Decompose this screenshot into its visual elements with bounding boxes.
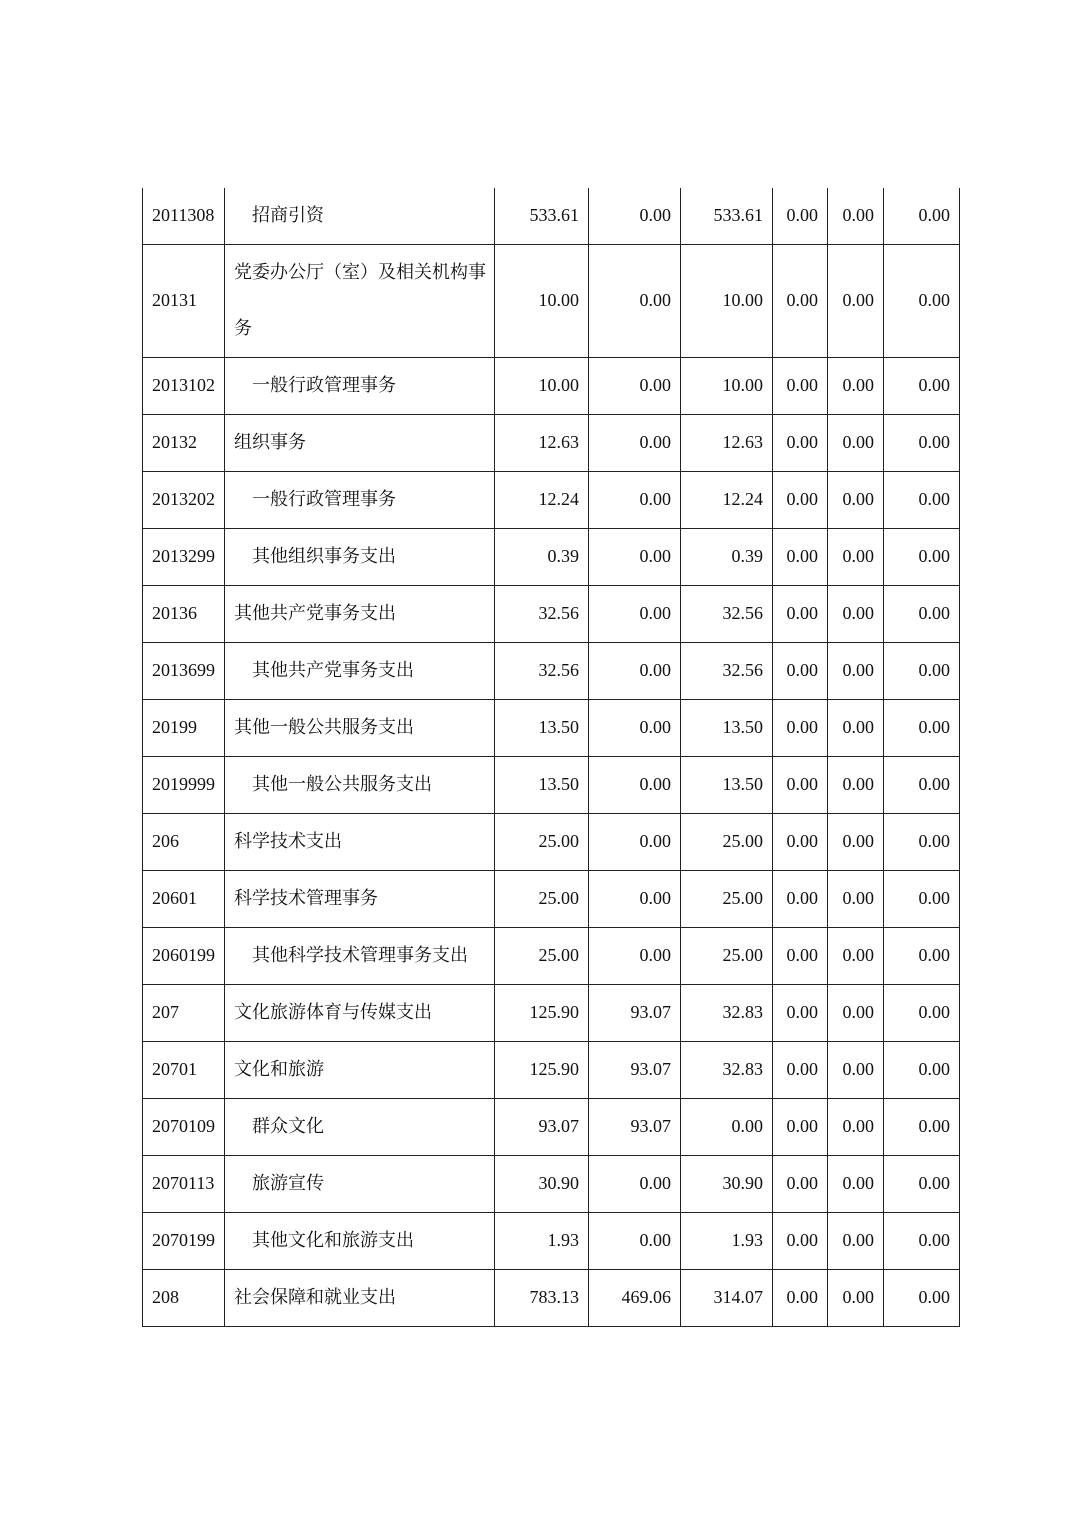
amount-cell: 93.07	[589, 985, 681, 1042]
amount-cell: 0.00	[828, 245, 884, 358]
subject-name: 其他文化和旅游支出	[225, 1213, 495, 1270]
amount-cell: 0.00	[884, 814, 960, 871]
subject-code: 2019999	[143, 757, 225, 814]
subject-name: 招商引资	[225, 188, 495, 245]
amount-cell: 1.93	[681, 1213, 773, 1270]
amount-cell: 125.90	[495, 1042, 589, 1099]
table-row	[143, 1042, 960, 1099]
amount-cell: 32.56	[495, 586, 589, 643]
amount-cell: 0.00	[773, 643, 828, 700]
amount-cell: 0.00	[828, 188, 884, 245]
amount-cell: 0.00	[773, 188, 828, 245]
subject-name: 文化旅游体育与传媒支出	[225, 985, 495, 1042]
subject-code: 2070199	[143, 1213, 225, 1270]
table-row	[143, 245, 960, 358]
amount-cell: 0.00	[773, 245, 828, 358]
amount-cell: 93.07	[495, 1099, 589, 1156]
subject-name: 其他科学技术管理事务支出	[225, 928, 495, 985]
amount-cell: 0.00	[589, 586, 681, 643]
amount-cell: 0.00	[828, 985, 884, 1042]
amount-cell: 0.00	[884, 757, 960, 814]
amount-cell: 13.50	[495, 700, 589, 757]
subject-name: 其他共产党事务支出	[225, 586, 495, 643]
amount-cell: 0.00	[773, 472, 828, 529]
table-row	[143, 643, 960, 700]
amount-cell: 12.63	[495, 415, 589, 472]
amount-cell: 0.00	[884, 871, 960, 928]
table-row	[143, 188, 960, 245]
subject-name: 党委办公厅（室）及相关机构事务	[225, 245, 495, 358]
subject-code: 2013699	[143, 643, 225, 700]
subject-name: 旅游宣传	[225, 1156, 495, 1213]
amount-cell: 12.24	[495, 472, 589, 529]
amount-cell: 314.07	[681, 1270, 773, 1327]
subject-name: 其他共产党事务支出	[225, 643, 495, 700]
amount-cell: 32.83	[681, 985, 773, 1042]
amount-cell: 0.00	[884, 985, 960, 1042]
amount-cell: 0.00	[828, 472, 884, 529]
amount-cell: 25.00	[495, 814, 589, 871]
amount-cell: 0.00	[681, 1099, 773, 1156]
amount-cell: 0.00	[884, 1042, 960, 1099]
table-row	[143, 1099, 960, 1156]
amount-cell: 10.00	[681, 358, 773, 415]
amount-cell: 25.00	[495, 928, 589, 985]
amount-cell: 0.00	[589, 358, 681, 415]
amount-cell: 0.00	[884, 586, 960, 643]
subject-code: 20136	[143, 586, 225, 643]
amount-cell: 0.00	[828, 415, 884, 472]
amount-cell: 0.00	[884, 700, 960, 757]
amount-cell: 0.00	[828, 757, 884, 814]
amount-cell: 13.50	[495, 757, 589, 814]
amount-cell: 0.00	[884, 188, 960, 245]
amount-cell: 0.00	[828, 1156, 884, 1213]
amount-cell: 0.00	[773, 814, 828, 871]
subject-code: 20132	[143, 415, 225, 472]
subject-code: 2013299	[143, 529, 225, 586]
amount-cell: 0.00	[828, 643, 884, 700]
amount-cell: 0.00	[773, 415, 828, 472]
amount-cell: 13.50	[681, 757, 773, 814]
subject-code: 2013202	[143, 472, 225, 529]
subject-code: 207	[143, 985, 225, 1042]
table-row	[143, 1213, 960, 1270]
amount-cell: 0.00	[773, 928, 828, 985]
amount-cell: 25.00	[681, 928, 773, 985]
amount-cell: 0.00	[884, 358, 960, 415]
amount-cell: 13.50	[681, 700, 773, 757]
amount-cell: 32.56	[681, 586, 773, 643]
amount-cell: 0.00	[884, 1213, 960, 1270]
amount-cell: 533.61	[495, 188, 589, 245]
amount-cell: 0.00	[589, 757, 681, 814]
subject-name: 其他一般公共服务支出	[225, 757, 495, 814]
subject-code: 20131	[143, 245, 225, 358]
amount-cell: 0.00	[773, 358, 828, 415]
amount-cell: 0.00	[773, 871, 828, 928]
amount-cell: 0.00	[589, 643, 681, 700]
subject-name: 社会保障和就业支出	[225, 1270, 495, 1327]
table-row	[143, 472, 960, 529]
subject-code: 2070109	[143, 1099, 225, 1156]
amount-cell: 0.00	[773, 1270, 828, 1327]
table-row	[143, 871, 960, 928]
amount-cell: 10.00	[681, 245, 773, 358]
amount-cell: 0.00	[828, 871, 884, 928]
table-row	[143, 1270, 960, 1327]
amount-cell: 0.00	[589, 928, 681, 985]
amount-cell: 0.00	[589, 529, 681, 586]
table-row	[143, 415, 960, 472]
subject-code: 20701	[143, 1042, 225, 1099]
subject-name: 组织事务	[225, 415, 495, 472]
amount-cell: 0.00	[773, 1213, 828, 1270]
amount-cell: 32.56	[681, 643, 773, 700]
amount-cell: 25.00	[681, 814, 773, 871]
table-row	[143, 1156, 960, 1213]
amount-cell: 30.90	[681, 1156, 773, 1213]
amount-cell: 0.00	[773, 1099, 828, 1156]
amount-cell: 0.00	[884, 245, 960, 358]
subject-name: 文化和旅游	[225, 1042, 495, 1099]
amount-cell: 0.00	[589, 245, 681, 358]
amount-cell: 0.00	[828, 814, 884, 871]
amount-cell: 0.00	[773, 529, 828, 586]
amount-cell: 1.93	[495, 1213, 589, 1270]
amount-cell: 0.00	[828, 928, 884, 985]
table-row	[143, 700, 960, 757]
subject-name: 科学技术支出	[225, 814, 495, 871]
amount-cell: 0.00	[884, 1099, 960, 1156]
subject-code: 20601	[143, 871, 225, 928]
amount-cell: 0.00	[828, 1213, 884, 1270]
table-row	[143, 757, 960, 814]
subject-name: 其他一般公共服务支出	[225, 700, 495, 757]
amount-cell: 0.00	[884, 928, 960, 985]
amount-cell: 0.00	[773, 1042, 828, 1099]
amount-cell: 0.00	[828, 586, 884, 643]
amount-cell: 0.39	[681, 529, 773, 586]
amount-cell: 0.00	[589, 871, 681, 928]
amount-cell: 469.06	[589, 1270, 681, 1327]
amount-cell: 0.00	[884, 415, 960, 472]
amount-cell: 0.00	[589, 1156, 681, 1213]
amount-cell: 0.00	[589, 188, 681, 245]
amount-cell: 0.39	[495, 529, 589, 586]
table-row	[143, 814, 960, 871]
table-row	[143, 358, 960, 415]
amount-cell: 0.00	[828, 1270, 884, 1327]
amount-cell: 0.00	[773, 757, 828, 814]
subject-name: 一般行政管理事务	[225, 358, 495, 415]
amount-cell: 30.90	[495, 1156, 589, 1213]
subject-code: 208	[143, 1270, 225, 1327]
amount-cell: 0.00	[828, 529, 884, 586]
amount-cell: 25.00	[681, 871, 773, 928]
subject-code: 2013102	[143, 358, 225, 415]
amount-cell: 0.00	[828, 358, 884, 415]
amount-cell: 0.00	[773, 1156, 828, 1213]
subject-name: 一般行政管理事务	[225, 472, 495, 529]
amount-cell: 0.00	[589, 415, 681, 472]
amount-cell: 25.00	[495, 871, 589, 928]
amount-cell: 32.56	[495, 643, 589, 700]
subject-code: 206	[143, 814, 225, 871]
amount-cell: 0.00	[589, 814, 681, 871]
subject-name: 其他组织事务支出	[225, 529, 495, 586]
amount-cell: 0.00	[884, 472, 960, 529]
amount-cell: 0.00	[828, 700, 884, 757]
amount-cell: 0.00	[773, 700, 828, 757]
table-row	[143, 985, 960, 1042]
amount-cell: 783.13	[495, 1270, 589, 1327]
amount-cell: 12.63	[681, 415, 773, 472]
amount-cell: 0.00	[884, 529, 960, 586]
table-row	[143, 928, 960, 985]
amount-cell: 12.24	[681, 472, 773, 529]
amount-cell: 0.00	[589, 700, 681, 757]
subject-name: 群众文化	[225, 1099, 495, 1156]
amount-cell: 93.07	[589, 1099, 681, 1156]
table-row	[143, 529, 960, 586]
amount-cell: 533.61	[681, 188, 773, 245]
amount-cell: 0.00	[828, 1099, 884, 1156]
amount-cell: 0.00	[773, 586, 828, 643]
amount-cell: 125.90	[495, 985, 589, 1042]
amount-cell: 0.00	[828, 1042, 884, 1099]
amount-cell: 0.00	[884, 643, 960, 700]
amount-cell: 0.00	[589, 472, 681, 529]
table-body	[143, 188, 960, 1327]
subject-code: 2060199	[143, 928, 225, 985]
table-row	[143, 586, 960, 643]
amount-cell: 10.00	[495, 245, 589, 358]
subject-name: 科学技术管理事务	[225, 871, 495, 928]
amount-cell: 0.00	[589, 1213, 681, 1270]
subject-code: 20199	[143, 700, 225, 757]
subject-code: 2011308	[143, 188, 225, 245]
amount-cell: 0.00	[884, 1270, 960, 1327]
amount-cell: 0.00	[884, 1156, 960, 1213]
subject-code: 2070113	[143, 1156, 225, 1213]
amount-cell: 93.07	[589, 1042, 681, 1099]
amount-cell: 10.00	[495, 358, 589, 415]
amount-cell: 0.00	[773, 985, 828, 1042]
amount-cell: 32.83	[681, 1042, 773, 1099]
budget-expenditure-table	[142, 188, 960, 1327]
